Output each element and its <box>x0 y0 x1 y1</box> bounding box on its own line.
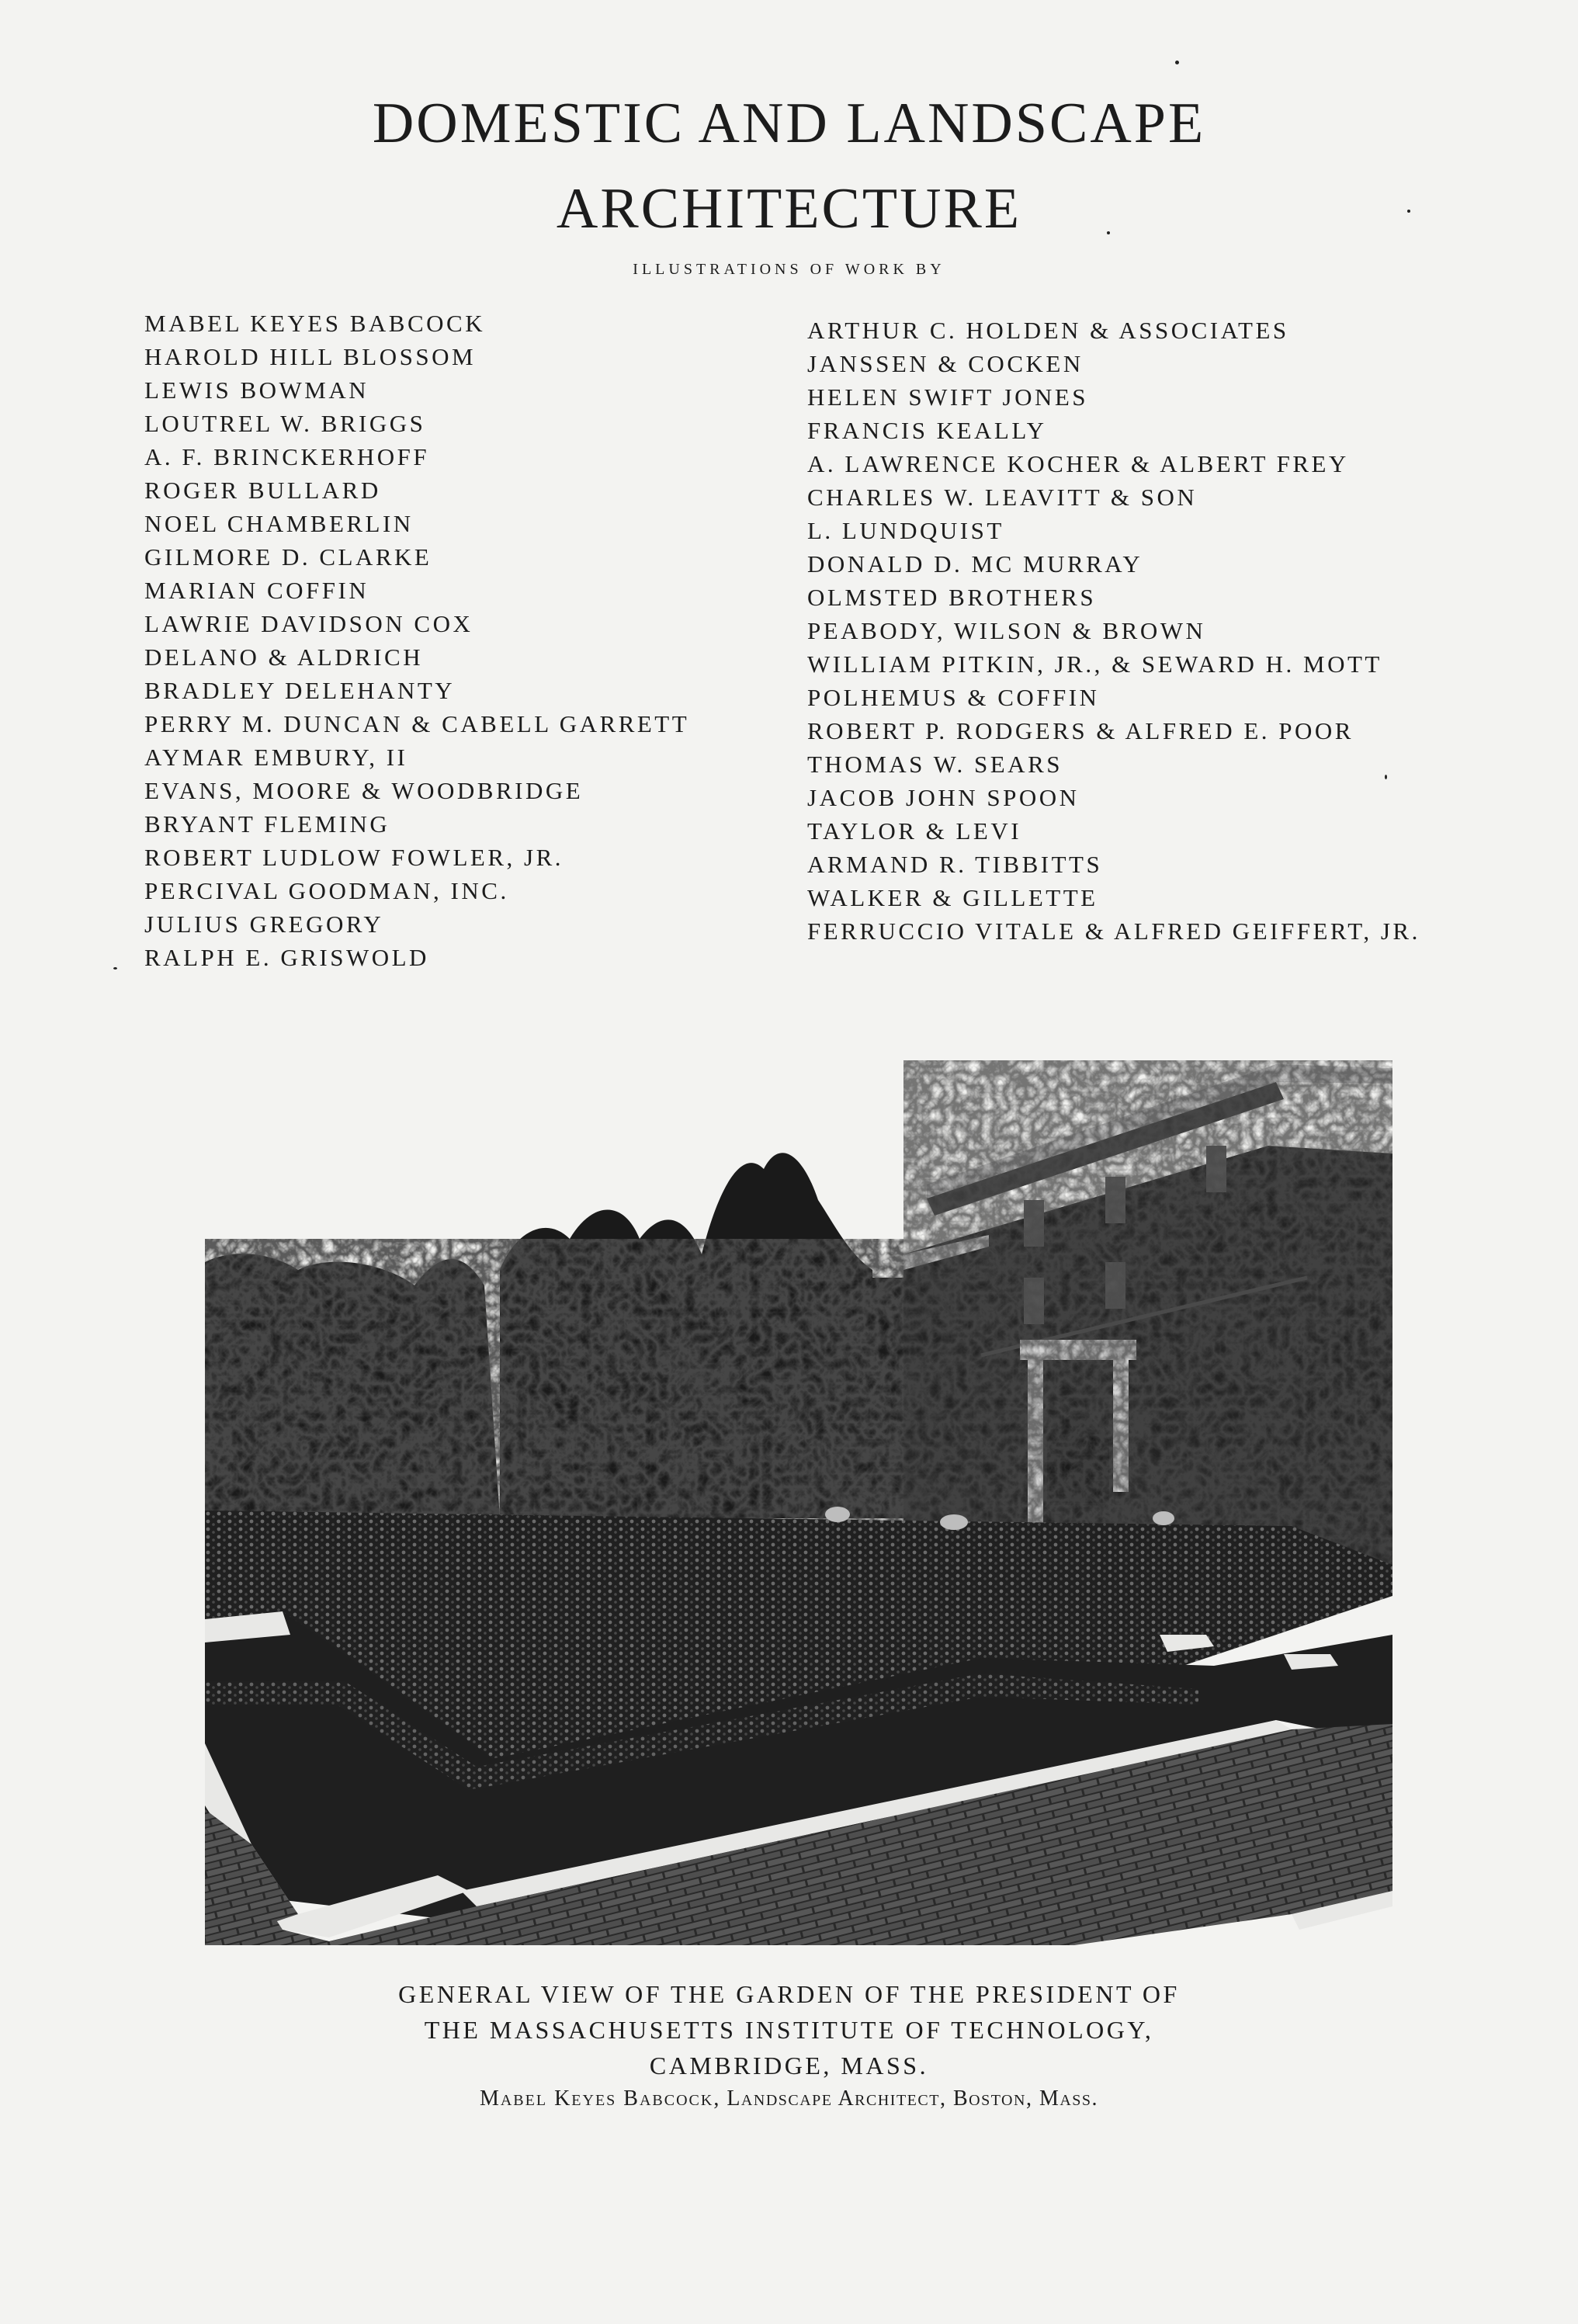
architect-name: ROBERT LUDLOW FOWLER, JR. <box>144 844 564 871</box>
architect-name: PEABODY, WILSON & BROWN <box>807 617 1206 644</box>
architect-name: MARIAN COFFIN <box>144 577 369 604</box>
photo-credit <box>0 2086 1578 2111</box>
architect-name: POLHEMUS & COFFIN <box>807 684 1100 711</box>
architect-name: OLMSTED BROTHERS <box>807 584 1097 611</box>
caption-line-3: CAMBRIDGE, MASS. <box>649 2052 929 2079</box>
architect-name: ARTHUR C. HOLDEN & ASSOCIATES <box>807 317 1289 344</box>
architect-name: DONALD D. MC MURRAY <box>807 550 1143 578</box>
credit-designer: Mabel Keyes Babcock <box>479 2086 714 2111</box>
architect-name: PERCIVAL GOODMAN, INC. <box>144 877 509 904</box>
architect-name: LAWRIE DAVIDSON COX <box>144 610 473 637</box>
credit-role: , Landscape Architect, Boston, Mass. <box>713 2086 1099 2111</box>
architect-name: ARMAND R. TIBBITTS <box>807 851 1103 878</box>
print-speck <box>1385 775 1387 779</box>
architect-name: WILLIAM PITKIN, JR., & SEWARD H. MOTT <box>807 650 1382 678</box>
architect-name: RALPH E. GRISWOLD <box>144 944 429 971</box>
architect-list-left <box>144 307 689 974</box>
architect-name: HELEN SWIFT JONES <box>807 383 1089 411</box>
architect-name: AYMAR EMBURY, II <box>144 744 408 771</box>
architect-name: A. LAWRENCE KOCHER & ALBERT FREY <box>807 450 1349 477</box>
print-speck <box>1407 210 1410 213</box>
architect-name: LEWIS BOWMAN <box>144 376 369 404</box>
architect-name: FRANCIS KEALLY <box>807 417 1047 444</box>
architect-name: NOEL CHAMBERLIN <box>144 510 414 537</box>
architect-name: LOUTREL W. BRIGGS <box>144 410 426 437</box>
architect-name: EVANS, MOORE & WOODBRIDGE <box>144 777 584 804</box>
architect-name: DELANO & ALDRICH <box>144 643 424 671</box>
caption-line-2: THE MASSACHUSETTS INSTITUTE OF TECHNOLOGY, <box>424 2016 1154 2044</box>
page-title-line-2: ARCHITECTURE <box>556 177 1022 241</box>
garden-photograph <box>205 1022 1392 1945</box>
architect-name: FERRUCCIO VITALE & ALFRED GEIFFERT, JR. <box>807 917 1420 945</box>
architect-name: JULIUS GREGORY <box>144 911 384 938</box>
subtitle: ILLUSTRATIONS OF WORK BY <box>633 261 945 278</box>
architect-name: TAYLOR & LEVI <box>807 817 1022 845</box>
architect-name: PERRY M. DUNCAN & CABELL GARRETT <box>144 710 690 737</box>
architect-name: GILMORE D. CLARKE <box>144 543 432 571</box>
architect-name: ROGER BULLARD <box>144 477 381 504</box>
architect-name: MABEL KEYES BABCOCK <box>144 310 486 337</box>
architect-name: L. LUNDQUIST <box>807 517 1004 544</box>
print-speck <box>113 967 117 969</box>
architect-name: THOMAS W. SEARS <box>807 751 1063 778</box>
architect-name: CHARLES W. LEAVITT & SON <box>807 484 1198 511</box>
architect-name: A. F. BRINCKERHOFF <box>144 443 430 470</box>
architect-name: JANSSEN & COCKEN <box>807 350 1084 377</box>
architect-name: HAROLD HILL BLOSSOM <box>144 343 477 370</box>
architect-name: WALKER & GILLETTE <box>807 884 1098 911</box>
architect-name: BRYANT FLEMING <box>144 810 390 838</box>
architect-list-right <box>807 314 1420 948</box>
architect-name: ROBERT P. RODGERS & ALFRED E. POOR <box>807 717 1354 744</box>
architect-name: BRADLEY DELEHANTY <box>144 677 456 704</box>
caption-line-1: GENERAL VIEW OF THE GARDEN OF THE PRESIDENT OF <box>398 1980 1180 2008</box>
page-title-line-1: DOMESTIC AND LANDSCAPE <box>372 92 1206 155</box>
architect-name: JACOB JOHN SPOON <box>807 784 1080 811</box>
print-speck <box>1175 61 1179 64</box>
print-speck <box>1107 231 1110 234</box>
